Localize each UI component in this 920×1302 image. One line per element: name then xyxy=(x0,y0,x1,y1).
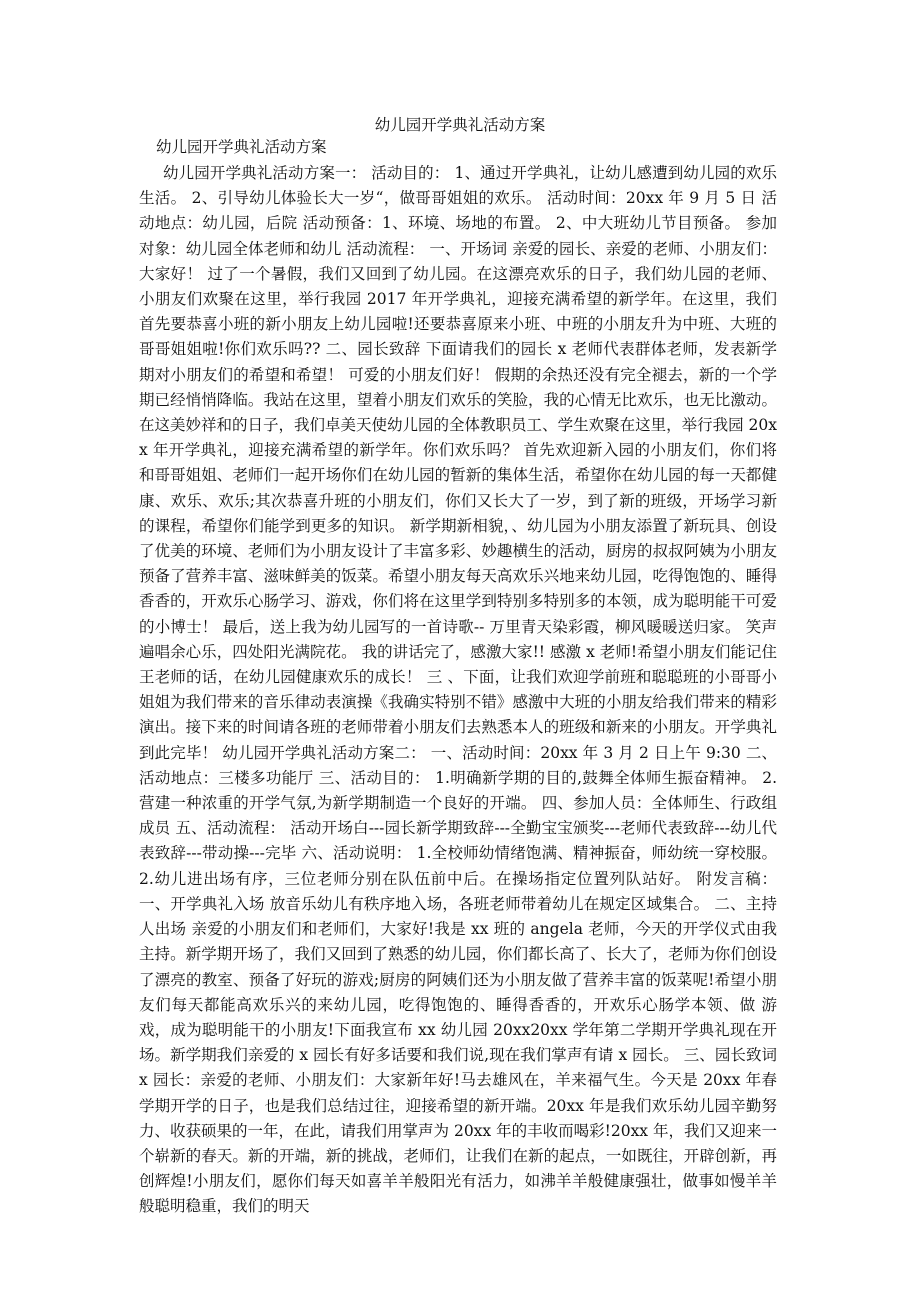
document-body-text: 幼儿园开学典礼活动方案一： 活动目的： 1、通过开学典礼，让幼儿感遭到幼儿园的欢乐生活。 2、引导幼儿体验长大一岁“，做哥哥姐姐的欢乐。 活动时间：20xx 年 9 月 5 日 活动地点：幼儿园，后院 活动预备：1、环境、场地的布置。 2、中大班幼儿节目预备。 参加对象：幼儿园全体老师和幼儿 活动流程： 一、开场词 亲爱的园长、亲爱的老师、小朋友们： 大家好！ 过了一个暑假，我们又回到了幼儿园。在这漂亮欢乐的日子，我们幼儿园的老师、小朋友们欢聚在这里，举行我园 2017 年开学典礼，迎接充满希望的新学年。在这里，我们首先要恭喜小班的新小朋友上幼儿园啦!还要恭喜原来小班、中班的小朋友升为中班、大班的哥哥姐姐啦!你们欢乐吗?? 二、园长致辞 下面请我们的园长 x 老师代表群体老师，发表新学期对小朋友们的希望和希望！ 可爱的小朋友们好！ 假期的余热还没有完全褪去，新的一个学期已经悄悄降临。我站在这里，望着小朋友们欢乐的笑脸，我的心情无比欢乐，也无比激动。在这美妙祥和的日子，我们卓美天使幼儿园的全体教职员工、学生欢聚在这里，举行我园 20xx 年开学典礼，迎接充满希望的新学年。你们欢乐吗？ 首先欢迎新入园的小朋友们，你们将和哥哥姐姐、老师们一起开场你们在幼儿园的暂新的集体生活，希望你在幼儿园的每一天都健康、欢乐、欢乐;其次恭喜升班的小朋友们，你们又长大了一岁，到了新的班级，开场学习新的课程，希望你们能学到更多的知识。 新学期新相貌，、幼儿园为小朋友添置了新玩具、创设了优美的环境、老师们为小朋友设计了丰富多彩、妙趣横生的活动，厨房的叔叔阿姨为小朋友预备了营养丰富、滋味鲜美的饭菜。希望小朋友每天高欢乐兴地来幼儿园，吃得饱饱的、睡得香香的，开欢乐心肠学习、游戏，你们将在这里学到特别多特别多的本领，成为聪明能干可爱的小博士！ 最后，送上我为幼儿园写的一首诗歌-- 万里青天染彩霞，柳风暖暖送归家。 笑声遍唱余心乐，四处阳光满院花。 我的讲话完了，感激大家!! 感激 x 老师!希望小朋友们能记住王老师的话，在幼儿园健康欢乐的成长！ 三 、下面，让我们欢迎学前班和聪聪班的小哥哥小姐姐为我们带来的音乐律动表演操《我确实特别不错》感激中大班的小朋友给我们带来的精彩演出。接下来的时间请各班的老师带着小朋友们去熟悉本人的班级和新来的小朋友。开学典礼到此完毕！ 幼儿园开学典礼活动方案二： 一、活动时间：20xx 年 3 月 2 日上午 9:30 二、活动地点：三楼多功能厅 三、活动目的： 1.明确新学期的目的,鼓舞全体师生振奋精神。 2.营建一种浓重的开学气氛,为新学期制造一个良好的开端。 四、参加人员：全体师生、行政组成员 五、活动流程： 活动开场白---园长新学期致辞---全勤宝宝颁奖---老师代表致辞---幼儿代表致辞---带动操---完毕 六、活动说明： 1.全校师幼情绪饱满、精神振奋，师幼统一穿校服。 2.幼儿进出场有序，三位老师分别在队伍前中后。在操场指定位置列队站好。 附发言稿： 一、开学典礼入场 放音乐幼儿有秩序地入场，各班老师带着幼儿在规定区域集合。 二、主持人出场 亲爱的小朋友们和老师们，大家好!我是 xx 班的 angela 老师，今天的开学仪式由我主持。新学期开场了，我们又回到了熟悉的幼儿园，你们都长高了、长大了，老师为你们创设了漂亮的教室、预备了好玩的游戏;厨房的阿姨们还为小朋友做了营养丰富的饭菜呢!希望小朋友们每天都能高欢乐兴的来幼儿园，吃得饱饱的、睡得香香的，开欢乐心肠学本领、做 游戏，成为聪明能干的小朋友!下面我宣布 xx 幼儿园 20xx20xx 学年第二学期开学典礼现在开场。新学期我们亲爱的 x 园长有好多话要和我们说,现在我们掌声有请 x 园长。 三、园长致词 x 园长：亲爱的老师、小朋友们：大家新年好!马去雄风在，羊来福气生。今天是 20xx 年春学期开学的日子，也是我们总结过往，迎接希望的新开端。20xx 年是我们欢乐幼儿园辛勤努力、收获硕果的一年，在此，请我们用掌声为 20xx 年的丰收而喝彩!20xx 年，我们又迎来一个崭新的春天。新的开端，新的挑战，老师们，让我们在新的起点，一如既往，开辟创新，再创辉煌!小朋友们，愿你们每天如喜羊羊般阳光有活力，如沸羊羊般健康强壮，做事如慢羊羊般聪明稳重，我们的明天 xyxy=(139,164,777,1216)
document-subtitle: 幼儿园开学典礼活动方案 xyxy=(156,138,327,156)
document-title: 幼儿园开学典礼活动方案 xyxy=(374,116,546,134)
